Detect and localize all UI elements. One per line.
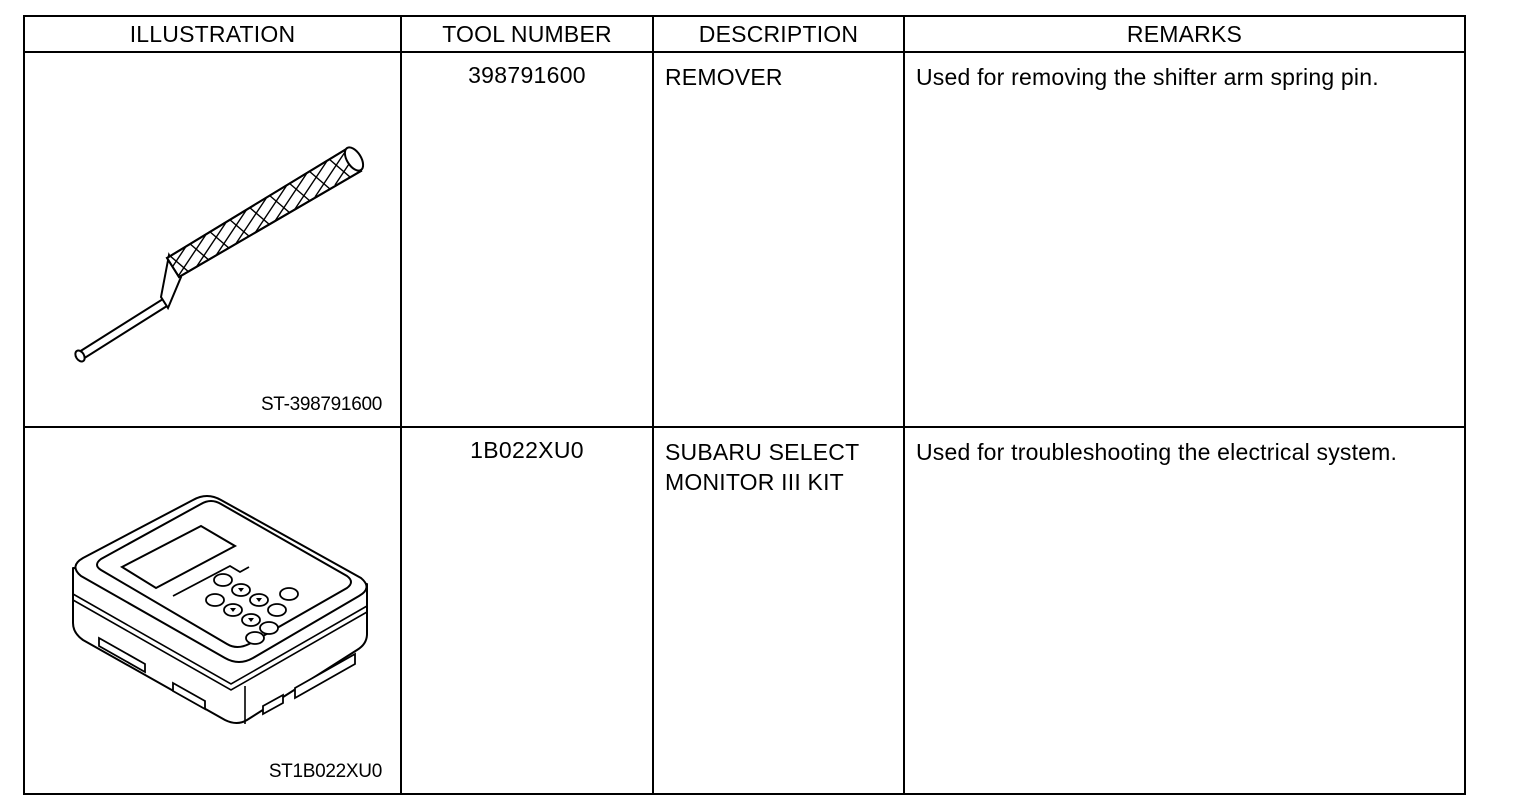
tool-number-cell (401, 427, 653, 794)
remarks-text: Used for removing the shifter arm spring pin. (916, 64, 1379, 90)
tool-number: 398791600 (468, 62, 586, 88)
description-cell (653, 52, 904, 427)
description-text: REMOVER (665, 64, 783, 90)
tool-number: 1B022XU0 (470, 437, 584, 463)
illustration-cell (24, 52, 401, 427)
illustration-code: ST1B022XU0 (268, 761, 382, 782)
table-row (24, 427, 1465, 794)
select-monitor-device-icon (25, 428, 400, 793)
description-line: MONITOR III KIT (665, 469, 844, 495)
header-illustration: ILLUSTRATION (24, 16, 401, 52)
remarks-text: Used for troubleshooting the electrical system. (916, 439, 1398, 465)
header-description: DESCRIPTION (653, 16, 904, 52)
description-line: SUBARU SELECT (665, 439, 860, 465)
tool-number-cell (401, 52, 653, 427)
header-tool-number: TOOL NUMBER (401, 16, 653, 52)
illustration-cell (24, 427, 401, 794)
table-row (24, 52, 1465, 427)
illustration-code: ST-398791600 (260, 394, 382, 415)
header-remarks: REMARKS (904, 16, 1465, 52)
pin-remover-icon (25, 53, 400, 426)
header-row (24, 16, 1465, 52)
remarks-cell (904, 427, 1465, 794)
description-cell (653, 427, 904, 794)
special-tools-table (23, 15, 1466, 795)
remarks-cell (904, 52, 1465, 427)
